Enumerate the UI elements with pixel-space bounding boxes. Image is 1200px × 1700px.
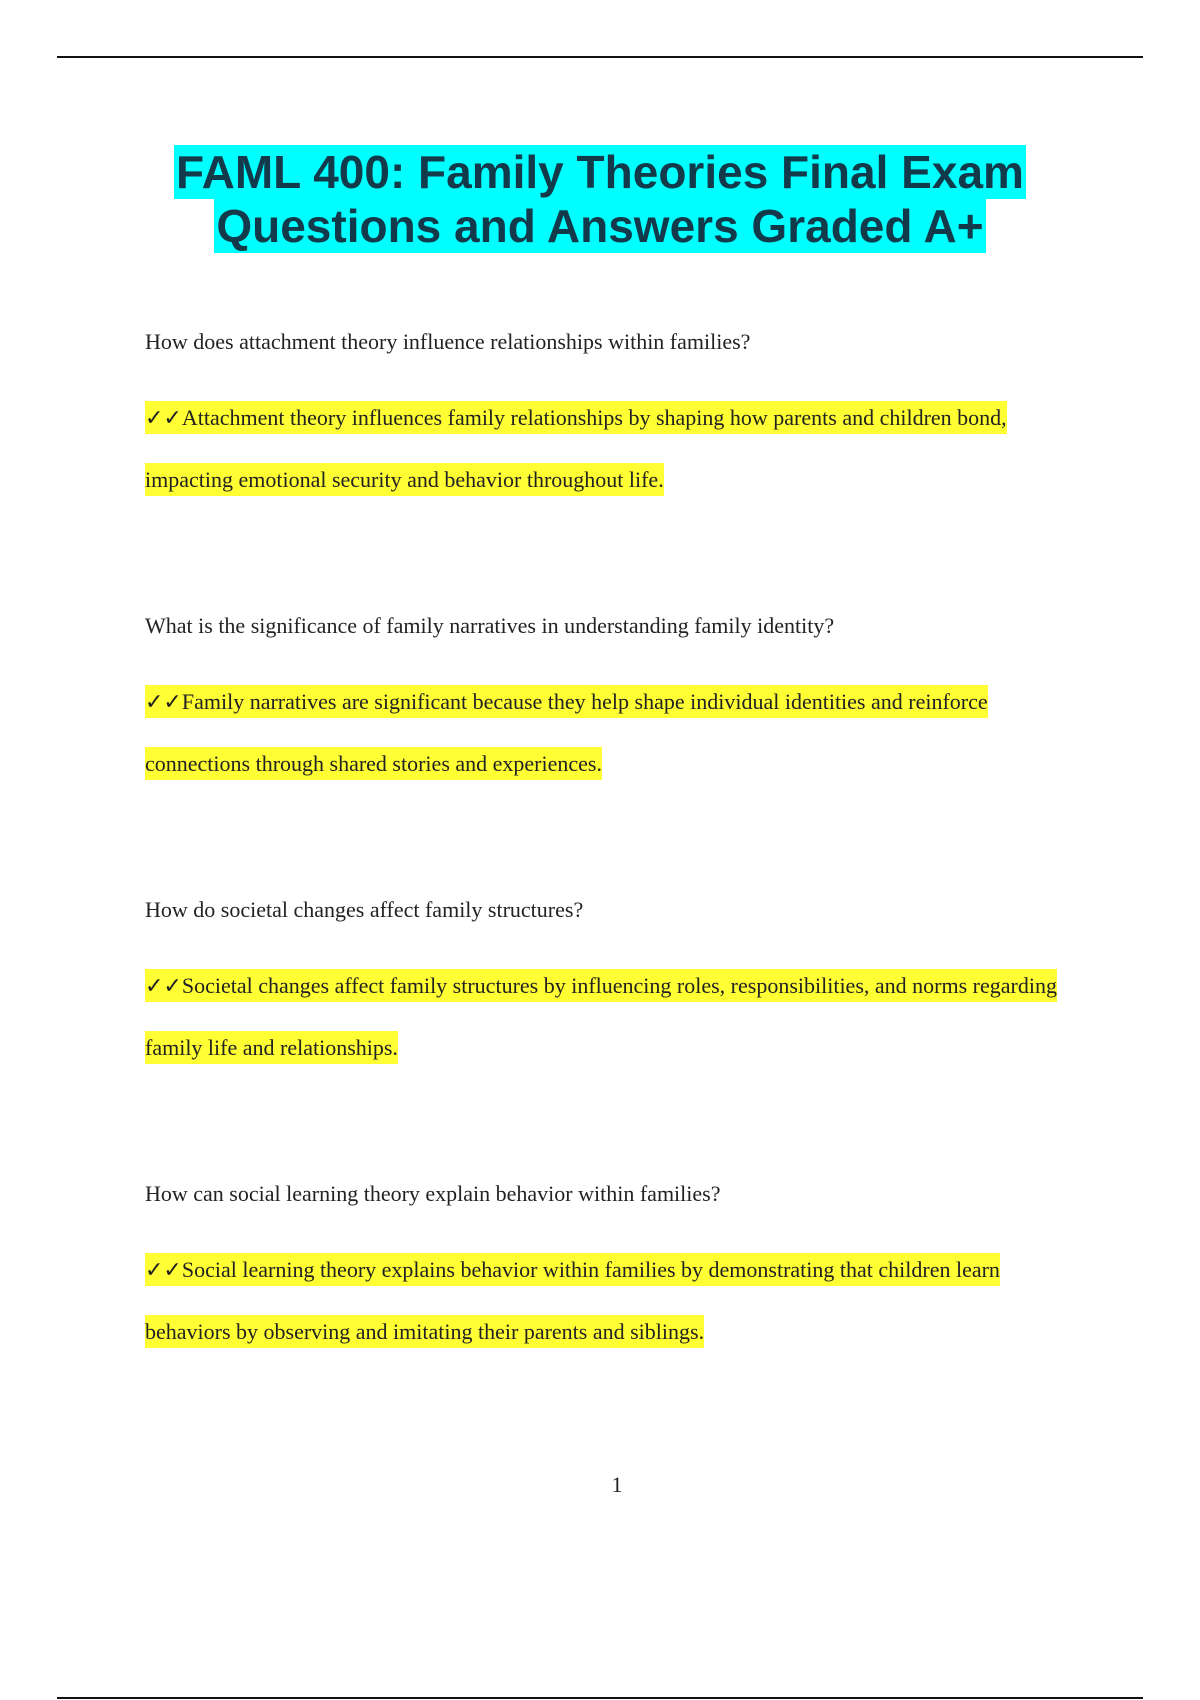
question-text: What is the significance of family narratives in understanding family identity? <box>145 613 835 638</box>
qa-item <box>145 604 1085 794</box>
answer-body: Family narratives are significant because they help shape individual identities and reinforce connections through shared stories and experiences. <box>145 689 988 776</box>
check-icon: ✓✓ <box>145 690 182 715</box>
qa-list <box>145 320 1085 1362</box>
answer-body: Social learning theory explains behavior within families by demonstrating that children learn behaviors by observing and imitating their parents and siblings. <box>145 1257 1000 1344</box>
title-line-1: FAML 400: Family Theories Final Exam <box>176 146 1024 198</box>
answer-body: Societal changes affect family structures by influencing roles, responsibilities, and norms regarding family life and relationships. <box>145 973 1057 1060</box>
answer-body: Attachment theory influences family relationships by shaping how parents and children bond, impacting emotional security and behavior throughout life. <box>145 405 1007 492</box>
check-icon: ✓✓ <box>145 406 182 431</box>
qa-item <box>145 320 1085 510</box>
check-icon: ✓✓ <box>145 974 182 999</box>
document-title <box>60 145 1140 253</box>
question-text: How does attachment theory influence relationships within families? <box>145 329 751 354</box>
answer-text <box>145 671 1085 794</box>
question-text: How do societal changes affect family structures? <box>145 897 584 922</box>
check-icon: ✓✓ <box>145 1258 182 1283</box>
page-number: 1 <box>611 1472 623 1497</box>
answer-text <box>145 387 1085 510</box>
answer-text <box>145 955 1085 1078</box>
bottom-rule <box>57 1697 1143 1699</box>
qa-item <box>145 1172 1085 1362</box>
title-line-2: Questions and Answers Graded A+ <box>216 200 984 252</box>
top-rule <box>57 56 1143 58</box>
question-text: How can social learning theory explain behavior within families? <box>145 1181 721 1206</box>
answer-text <box>145 1239 1085 1362</box>
qa-item <box>145 888 1085 1078</box>
